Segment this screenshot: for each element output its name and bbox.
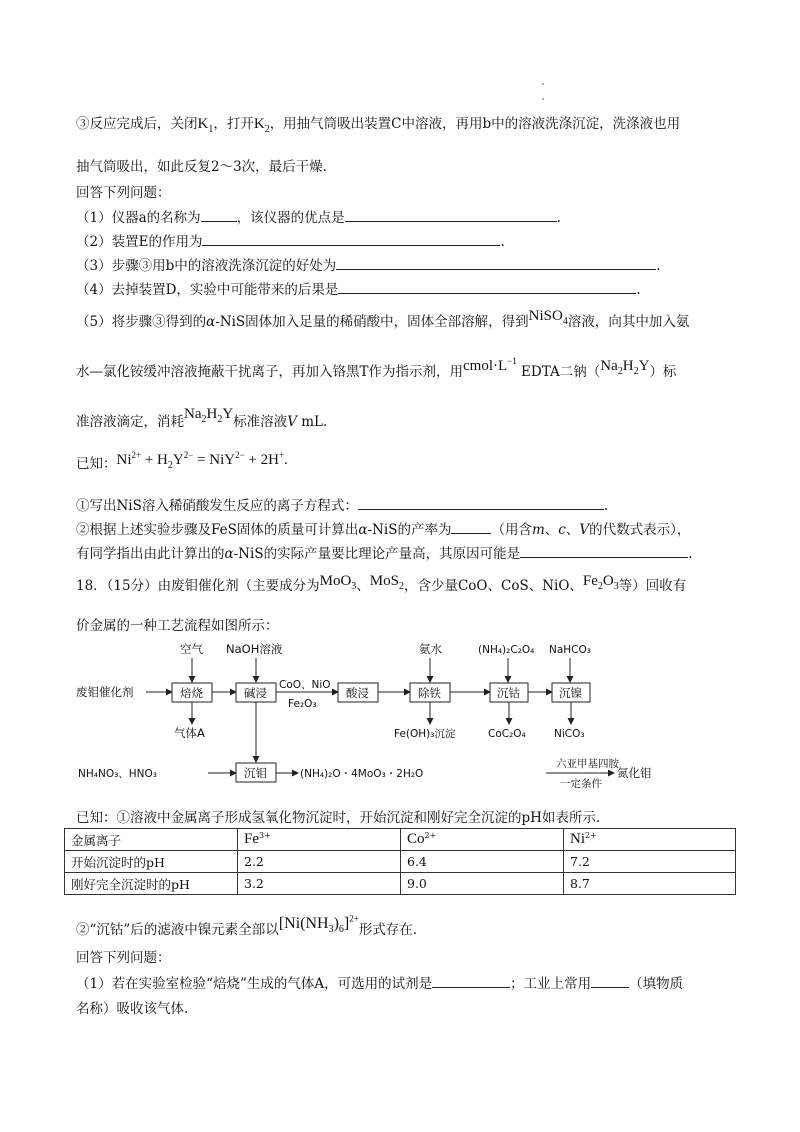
answer-blank[interactable] [336, 255, 656, 270]
label-air: 空气 [180, 642, 203, 656]
label-nahco3: NaHCO₃ [549, 644, 591, 656]
label-acid-leach: 酸浸 [346, 686, 369, 700]
answer-blank[interactable] [591, 973, 629, 988]
formula-ni-complex: $[Ni(NH_3)_6]^{2+}$ [278, 913, 359, 936]
formula-equation: $Ni^{2+} + H_2Y^{2-} = NiY^{2-} + 2H^+$. [116, 450, 288, 471]
formula-mos2: MoS$_2$ [369, 573, 404, 592]
table-header-cell: $Ni^{2+}$ [564, 829, 736, 851]
table-cell: 7.2 [564, 851, 736, 873]
label-hmta: 六亚甲基四胺 [556, 758, 619, 770]
question-18-1-line1: （1）若在实验室检验“焙烧”生成的气体A，可选用的试剂是 ；工业上常用 （填物质 [76, 972, 683, 992]
formula-na2h2y: $Na_2H_2Y$ [600, 358, 650, 377]
decorative-dot [542, 98, 544, 100]
known-3: ②“沉钴”后的滤液中镍元素全部以$[Ni(NH_3)_6]^{2+}$形式存在. [76, 913, 418, 938]
answer-blank[interactable] [201, 207, 237, 222]
label-ammonia: 氨水 [419, 642, 442, 656]
question-5-line2: 水—氯化铵缓冲溶液掩蔽干扰离子，再加入铬黑T作为指示剂，用$cmol\cdot L^{-1}$ EDTA二钠$(Na_2H_2Y)$标 [76, 356, 677, 380]
table-cell: 9.0 [401, 873, 564, 895]
table-cell: 开始沉淀时的pH [65, 851, 238, 873]
formula-niso4: NiSO$_4$ [528, 308, 568, 327]
answer-blank[interactable] [432, 973, 510, 988]
answer-intro-2: 回答下列问题： [76, 950, 171, 966]
answer-blank[interactable] [520, 543, 688, 558]
label-feoh3: Fe(OH)₃沉淀 [394, 728, 456, 740]
question-2: （2）装置E的作用为 . [76, 230, 505, 250]
formula-k2: $K_2$ [253, 116, 270, 135]
formula-fe2o3: $Fe_2O_3$ [582, 573, 619, 592]
table-header-cell: 金属离子 [65, 829, 238, 851]
sub-question-1: ①写出NiS溶入稀硝酸发生反应的离子方程式： . [76, 494, 608, 514]
question-18-line1: 18．（15分）由废钼催化剂（主要成分为MoO$_3$、MoS$_2$，含少量CoO、CoS、NiO、$Fe_2O_3$等）回收有 [76, 573, 687, 594]
label-nico3: NiCO₃ [554, 728, 585, 740]
question-3: （3）步骤③用b中的溶液洗涤沉淀的好处为 . [76, 254, 661, 274]
answer-blank[interactable] [451, 519, 491, 534]
table-cell: 6.4 [401, 851, 564, 873]
table-row [65, 851, 736, 873]
decorative-dot [542, 83, 544, 85]
label-fe2o3: Fe₂O₃ [288, 698, 317, 710]
label-precip-mo: 沉钼 [244, 766, 267, 780]
label-condition: 一定条件 [560, 778, 602, 790]
label-gas-a: 气体A [174, 726, 205, 740]
formula-moo3: MoO$_3$ [319, 573, 357, 592]
table-header-cell: $Co^{2+}$ [401, 829, 564, 851]
text: （3）步骤③用b中的溶液洗涤沉淀的好处为 [76, 258, 337, 274]
sub-question-2-line2: 有同学指出由此计算出的α-NiS的实际产量要比理论产量高，其原因可能是 . [76, 542, 692, 562]
table-cell: 2.2 [238, 851, 401, 873]
text: （1）仪器a的名称为 [76, 210, 201, 226]
sub-question-2-line1: ②根据上述实验步骤及FeS固体的质量可计算出α-NiS的产率为 （用含m、c、V的代数式表示）， [76, 518, 690, 538]
label-coo-nio: CoO、NiO [279, 679, 331, 691]
known-equation: 已知：$Ni^{2+} + H_2Y^{2-} = NiY^{2-} + 2H^+$. [76, 450, 288, 472]
table-cell: 刚好完全沉淀时的pH [65, 873, 238, 895]
answer-blank[interactable] [345, 207, 557, 222]
label-coc2o4: CoC₂O₄ [488, 728, 526, 740]
answer-blank[interactable] [338, 279, 636, 294]
label-mo-nitride: 氮化钼 [617, 766, 652, 780]
ph-table [64, 828, 736, 895]
table-cell: 8.7 [564, 873, 736, 895]
question-18-1-line2: 名称）吸收该气体. [76, 1001, 189, 1017]
answer-intro: 回答下列问题： [76, 185, 171, 201]
label-naoh: NaOH溶液 [226, 642, 283, 656]
process-flow-diagram [76, 636, 716, 796]
label-remove-fe: 除铁 [418, 686, 441, 700]
question-5-line1: （5）将步骤③得到的α-NiS固体加入足量的稀硝酸中，固体全部溶解，得到NiSO$_4$溶液，向其中加入氨 [76, 308, 690, 330]
table-header-row [65, 829, 736, 851]
text: ③反应完成后，关闭 [76, 116, 198, 132]
step3-line1 [76, 112, 680, 135]
text: （2）装置E的作用为 [76, 234, 203, 250]
label-precip-ni: 沉镍 [559, 686, 582, 700]
step3-line2: 抽气筒吸出，如此反复2～3次，最后干燥. [76, 159, 327, 175]
question-1: （1）仪器a的名称为 ，该仪器的优点是 . [76, 206, 561, 226]
text: （4）去掉装置D，实验中可能带来的后果是 [76, 282, 339, 298]
label-feed: 废钼催化剂 [76, 685, 134, 699]
known-2: 已知：①溶液中金属离子形成氢氧化物沉淀时，开始沉淀和刚好完全沉淀的pH如表所示. [76, 810, 601, 826]
formula-na2h2y: $Na_2H_2Y$ [184, 406, 234, 425]
formula-concentration: $cmol\cdot L^{-1}$ [463, 356, 517, 374]
label-product: (NH₄)₂O・4MoO₃・2H₂O [300, 768, 424, 780]
label-alkali-leach: 碱浸 [244, 686, 267, 700]
text: ，用抽气筒吸出装置C中溶液，再用b中的溶液洗涤沉淀，洗涤液也用 [269, 116, 681, 132]
answer-blank[interactable] [202, 231, 500, 246]
label-oxalate: (NH₄)₂C₂O₄ [478, 644, 535, 656]
answer-blank[interactable] [358, 495, 604, 510]
question-5-line3: 准溶液滴定，消耗$Na_2H_2Y$标准溶液V mL. [76, 406, 328, 430]
table-header-cell: $Fe^{3+}$ [238, 829, 401, 851]
table-row [65, 873, 736, 895]
formula-k1: $K_1$ [197, 116, 214, 135]
text: ，打开 [213, 116, 254, 132]
question-4: （4）去掉装置D，实验中可能带来的后果是 . [76, 278, 641, 298]
text: ，该仪器的优点是 [236, 210, 345, 226]
table-cell: 3.2 [238, 873, 401, 895]
question-18-line2: 价金属的一种工艺流程如图所示： [76, 618, 279, 634]
label-roast: 焙烧 [180, 686, 203, 700]
label-nitrate: NH₄NO₃、HNO₃ [78, 768, 158, 780]
label-precip-co: 沉钴 [497, 686, 520, 700]
